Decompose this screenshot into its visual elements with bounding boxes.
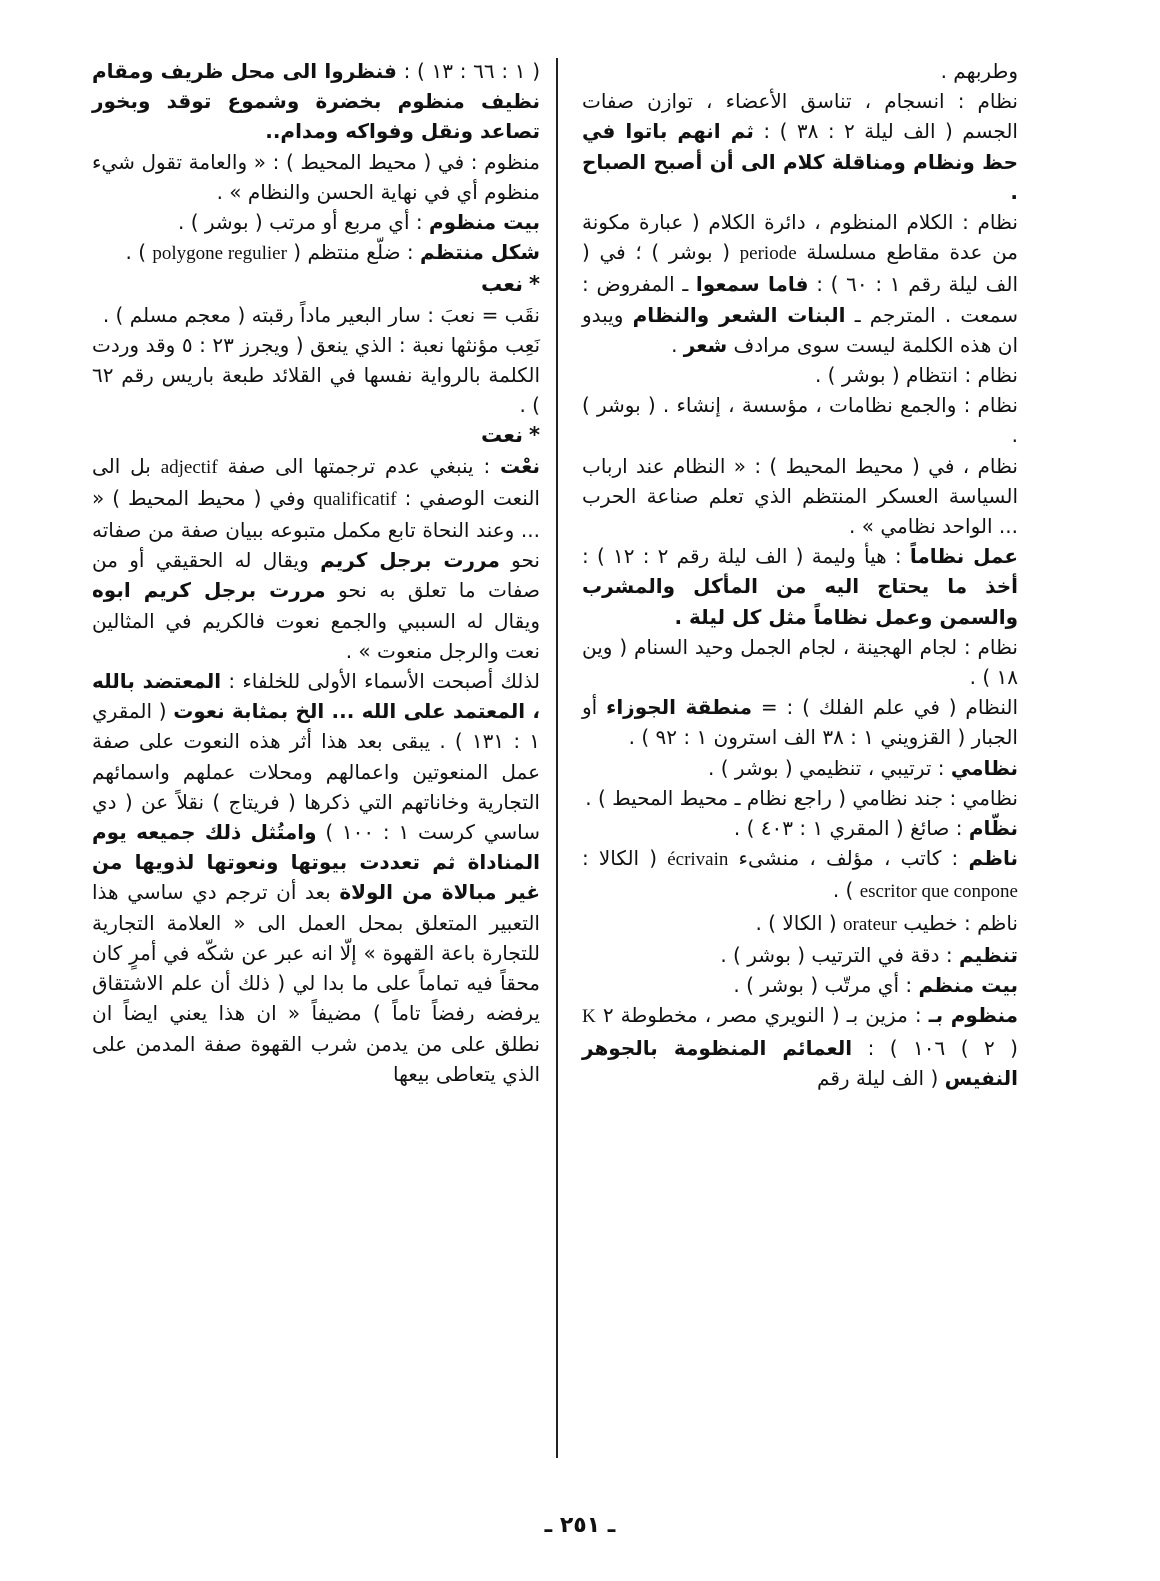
latin-term: qualificatif — [313, 488, 397, 510]
text: نظام : انسجام ، تناسق الأعضاء ، توازن صفات الجسم ( الف ليلة ٢ : ٣٨ ) : — [582, 89, 1018, 144]
paragraph — [582, 451, 1018, 542]
heading-text: نعب — [481, 272, 524, 297]
text: نظام : لجام الهجينة ، لجام الجمل وحيد السنام ( وين ١٨ ) . — [582, 634, 1018, 690]
text: ( المقري ١ : ١٣١ ) . يبقى بعد هذا أثر هذه النعوت على صفة عمل المنعوتين واعمالهم ومحلات عملهم واسمائهم التجارية وخاناتهم التي ذكرها ( فريتاج ) نقلاً عن ( دي ساسي كرست ١ : ١٠٠ ) — [92, 699, 541, 845]
text: نقَب = نعبَ : سار البعير ماداً رقبته ( معجم مسلم ) . — [102, 302, 540, 327]
quote-text: فاما سمعوا — [695, 272, 809, 297]
text: نَعِب مؤنثها نعبة : الذي ينعق ( ويجرز ٢٣ : ٥ وقد وردت الكلمة بالرواية نفسها في القلائد طبعة باريس رقم ٦٢ ) . — [92, 332, 541, 418]
text: نظام ، في ( محيط المحيط ) : « النظام عند ارباب السياسة العسكر المنتظم الذي تعلم صناعة الحرب ... الواحد نظامي » . — [582, 453, 1018, 539]
quote-text: المعتضد بالله ، المعتمد على الله ... الخ بمثابة نعوت — [92, 669, 540, 724]
paragraph — [582, 692, 1018, 752]
paragraph — [582, 753, 1018, 783]
paragraph — [582, 813, 1018, 843]
text: وطربهم . — [940, 59, 1018, 83]
quote-text: وامتُثل ذلك جميعه يوم المناداة ثم تعددت بيوتها ونعوتها لذويها من غير مبالاة من الولاة — [92, 820, 540, 905]
paragraph — [582, 783, 1018, 813]
section-heading — [92, 420, 540, 450]
section-heading — [92, 269, 540, 299]
text: : ضلّع منتظم ( — [286, 240, 420, 265]
latin-term: periode — [739, 243, 797, 265]
text: ( بوشر ) ؛ في ( الف ليلة رقم ١ : ٦٠ ) : — [582, 240, 1019, 297]
text: : ينبغي عدم ترجمتها الى صفة — [217, 453, 501, 478]
star-icon: * — [529, 272, 540, 297]
entry-term: شكل منتظم — [420, 240, 540, 265]
quote-text: مررت برجل كريم — [320, 548, 500, 573]
text: : ترتيبي ، تنظيمي ( بوشر ) . — [707, 755, 951, 780]
heading-text: نعت — [481, 423, 524, 448]
entry-term: عمل نظاماً — [909, 544, 1019, 569]
page-number: ـ ٢٥١ ـ — [544, 1513, 616, 1538]
paragraph — [92, 300, 540, 330]
entry-term: بيت منظوم — [428, 210, 540, 235]
paragraph — [92, 207, 540, 237]
text: ناظم : خطيب — [896, 910, 1018, 935]
paragraph — [92, 56, 540, 147]
entry-term: نظامي — [950, 755, 1018, 780]
text: وفي ( محيط المحيط ) « ... وعند النحاة تابع مكمل متبوعه ببيان صفة من صفاته نحو — [92, 485, 540, 573]
text: : أي مرتّب ( بوشر ) . — [733, 973, 919, 998]
text: ويقال له الحقيقي أو من صفات ما تعلق به نحو — [92, 548, 540, 603]
text: ( الف ليلة رقم — [817, 1065, 945, 1090]
paragraph — [92, 237, 540, 269]
text: ) . — [832, 878, 860, 903]
latin-term: écrivain — [667, 849, 729, 871]
text: لذلك أصبحت الأسماء الأولى للخلفاء : — [221, 669, 540, 694]
text: بعد أن ترجم دي ساسي هذا التعبير المتعلق بمحل العمل الى « العلامة التجارية للتجارة باعة القهوة » إلّا انه عبر عن شكّه في أمرٍ كان محقاً فيه تماماً على ما بدا لي ( ذلك أن علم الاشتقاق يرفضه رفضاً تاماً ) مضيفاً « ان هذا يعني ايضاً ان نطلق على من يدمن شرب القهوة صفة المدمن على الذي يتعاطى بيعها — [92, 880, 540, 1086]
quote-text: شعر — [683, 332, 728, 357]
column-divider — [556, 58, 558, 1458]
text: : دقة في الترتيب ( بوشر ) . — [720, 942, 959, 967]
text: ) . — [125, 240, 153, 265]
quote-text: مررت برجل كريم ابوه — [92, 578, 326, 603]
text: ويبدو ان هذه الكلمة ليست سوى مرادف — [582, 302, 1018, 357]
text: ( الكالا : — [582, 846, 668, 871]
entry-term: ناظم — [968, 846, 1018, 871]
text: نظام : انتظام ( بوشر ) . — [814, 363, 1018, 388]
quote-text: أخذ ما يحتاج اليه من المأكل والمشرب والسمن وعمل نظاماً مثل كل ليلة . — [582, 574, 1018, 629]
quote-text: فنظروا الى محل ظريف ومقام نظيف منظوم بخضرة وشموع توقد وبخور تصاعد ونقل وفواكه ومدام.. — [92, 59, 540, 144]
text: نظام : والجمع نظامات ، مؤسسة ، إنشاء . ( بوشر ) . — [582, 393, 1018, 448]
text: : هيأ وليمة ( الف ليلة رقم ٢ : ١٢ ) : — [582, 544, 910, 569]
text: ( الكالا ) . — [755, 910, 844, 935]
entry-term: نظّام — [968, 816, 1018, 841]
paragraph — [92, 666, 540, 1089]
right-column — [582, 56, 1018, 1093]
paragraph — [582, 207, 1018, 360]
paragraph — [92, 147, 540, 207]
text: ـ المفروض : سمعت . المترجم ـ — [582, 272, 1018, 327]
latin-term: escritor que conpone — [859, 881, 1018, 903]
text: أو الجبار ( القزويني ١ : ٣٨ الف استرون ١ : ٩٢ ) . — [582, 695, 1018, 750]
star-icon: * — [529, 423, 540, 448]
text: ( ٢ ) ١٠٦ ) : — [852, 1035, 1018, 1060]
paragraph — [582, 632, 1018, 692]
paragraph — [582, 390, 1018, 450]
text: النظام ( في علم الفلك ) : = — [752, 695, 1019, 720]
paragraph — [582, 940, 1018, 970]
paragraph — [582, 360, 1018, 390]
latin-term: adjectif — [160, 456, 218, 478]
text: ( ١ : ٦٦ : ١٣ ) : — [396, 59, 540, 83]
left-column — [92, 56, 540, 1089]
entry-term: تنظيم — [958, 942, 1018, 967]
paragraph — [582, 56, 1018, 86]
text: : مزين بـ ( النويري مصر ، مخطوطة ٢ — [595, 1003, 929, 1028]
paragraph — [92, 330, 540, 421]
text: منظوم : في ( محيط المحيط ) : « والعامة تقول شيء منظوم أي في نهاية الحسن والنظام » . — [92, 149, 540, 204]
paragraph — [582, 1000, 1018, 1093]
text: ويقال له السببي والجمع نعوت فالكريم في المثالين نعت والرجل منعوت » . — [92, 608, 540, 663]
paragraph — [582, 86, 1018, 207]
text: : أي مربع أو مرتب ( بوشر ) . — [178, 210, 429, 235]
entry-term: منطقة الجوزاء — [606, 695, 753, 720]
quote-text: ثم انهم باتوا في حظ ونظام ومناقلة كلام الى أن أصبح الصباح . — [582, 119, 1018, 204]
quote-text: البنات الشعر والنظام — [632, 302, 846, 327]
latin-term: polygone regulier — [152, 243, 287, 265]
text: نظام : الكلام المنظوم ، دائرة الكلام ( عبارة مكونة من عدة مقاطع مسلسلة — [582, 210, 1018, 265]
text: بل الى النعت الوصفي : — [92, 453, 540, 510]
latin-term: orateur — [843, 913, 897, 935]
text: نظامي : جند نظامي ( راجع نظام ـ محيط المحيط ) . — [585, 785, 1018, 810]
paragraph — [92, 451, 540, 666]
entry-term: بيت منظم — [918, 973, 1018, 998]
latin-term: K — [582, 1006, 596, 1028]
quote-text: العمائم المنظومة بالجوهر النفيس — [582, 1035, 1018, 1090]
paragraph — [582, 843, 1018, 907]
paragraph — [582, 908, 1018, 940]
paragraph — [582, 970, 1018, 1000]
text: : صائغ ( المقري ١ : ٤٠٣ ) . — [733, 816, 969, 841]
text: . — [671, 332, 684, 357]
text: : كاتب ، مؤلف ، منشىء — [728, 846, 969, 871]
entry-term: نعْت — [500, 453, 541, 478]
paragraph — [582, 541, 1018, 632]
entry-term: منظوم بـ — [928, 1003, 1019, 1028]
